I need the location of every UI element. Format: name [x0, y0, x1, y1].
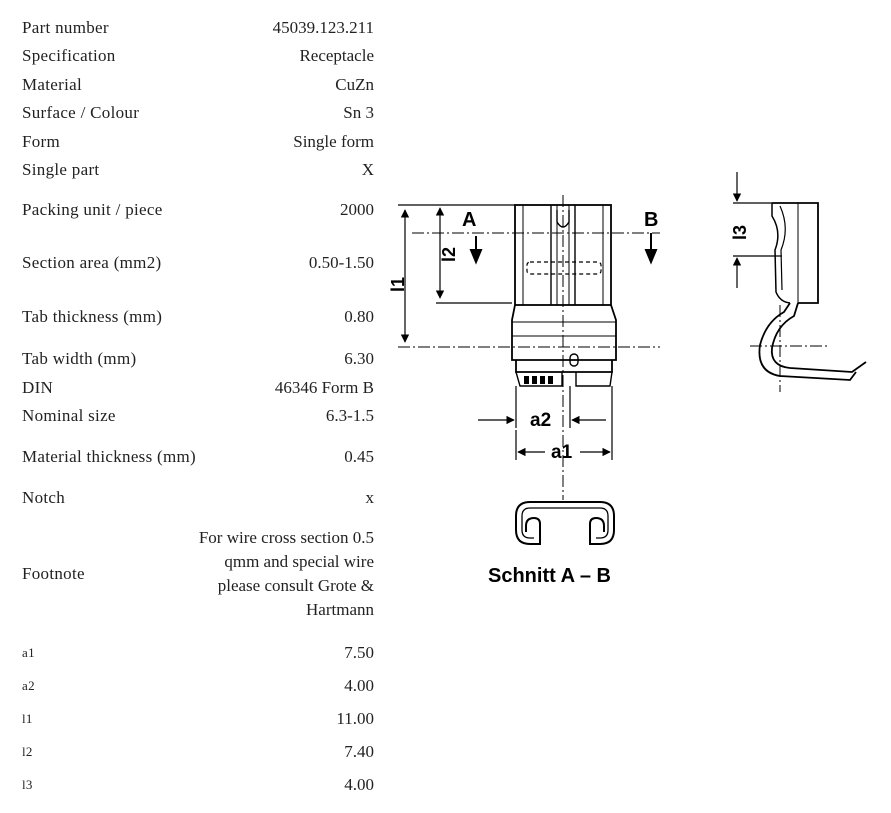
section-marker-a: A [462, 209, 477, 231]
spec-value: For wire cross section 0.5 qmm and special wire please consult Grote & Hartmann [198, 528, 374, 619]
front-view [398, 195, 660, 500]
dimension-l3-label: l3 [730, 224, 750, 240]
dimension-a2-label: a2 [530, 410, 552, 431]
dimension-a1-label: a1 [551, 442, 573, 463]
crimp-teeth [524, 376, 553, 384]
spec-value: X [361, 160, 374, 179]
spec-value: 6.30 [344, 349, 374, 368]
spec-label: a1 [22, 644, 35, 660]
spec-value: 7.40 [344, 741, 374, 761]
spec-value: Sn 3 [343, 103, 374, 122]
spec-label: Notch [22, 488, 66, 507]
spec-label: Footnote [22, 564, 85, 583]
spec-value: 0.50-1.50 [308, 253, 374, 272]
spec-label: Part number [22, 18, 109, 37]
spec-label: Tab thickness (mm) [22, 307, 163, 326]
spec-value: 46346 Form B [274, 378, 374, 397]
spec-label: Nominal size [22, 406, 116, 425]
spec-value: x [365, 488, 374, 507]
spec-value: 4.00 [344, 675, 374, 695]
spec-label: Material [22, 74, 82, 94]
spec-label: Packing unit / piece [22, 200, 163, 219]
spec-value: 7.50 [344, 642, 374, 662]
spec-value: 2000 [340, 200, 374, 219]
spec-value: 0.45 [344, 447, 374, 466]
spec-label: l3 [22, 776, 33, 792]
spec-label: Single part [22, 160, 100, 179]
spec-label: Specification [22, 46, 116, 65]
dimension-l1 [398, 205, 515, 342]
spec-label: Surface / Colour [22, 103, 140, 122]
spec-label: Section area (mm2) [22, 253, 162, 272]
spec-label: l1 [22, 710, 33, 726]
spec-value: 6.3-1.5 [325, 406, 374, 425]
section-marker-b: B [644, 209, 659, 231]
spec-label: l2 [22, 743, 33, 759]
spec-label: Form [22, 131, 61, 151]
dimension-l2-label: l2 [439, 246, 459, 262]
spec-value: Single form [293, 131, 374, 151]
spec-value: Receptacle [299, 46, 374, 65]
section-view [516, 502, 614, 544]
section-caption: Schnitt A – B [488, 565, 611, 587]
dimension-l1-label: l1 [388, 276, 408, 292]
side-view [750, 203, 866, 392]
spec-label: a2 [22, 677, 35, 693]
spec-value: 11.00 [336, 708, 374, 728]
spec-label: Tab width (mm) [22, 349, 137, 368]
spec-label: Material thickness (mm) [22, 447, 197, 466]
spec-value: CuZn [335, 74, 374, 94]
spec-value: 0.80 [344, 307, 374, 326]
spec-label: DIN [22, 378, 54, 397]
spec-value: 45039.123.211 [272, 18, 374, 37]
spec-value: 4.00 [344, 774, 374, 794]
